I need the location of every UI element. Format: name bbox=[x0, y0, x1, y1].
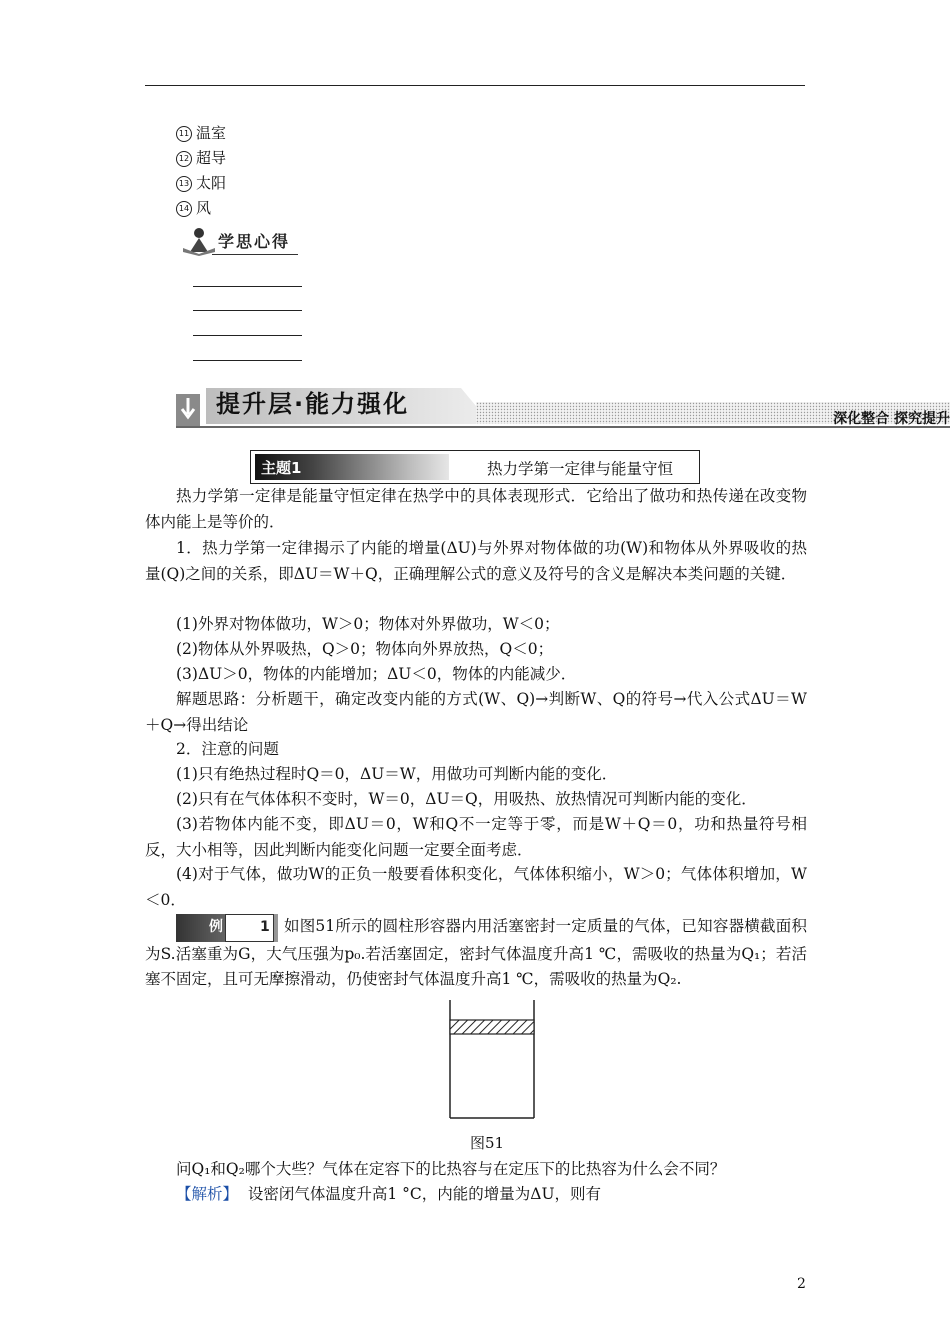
blank-line bbox=[193, 360, 302, 361]
example-1: 例 1 如图51所示的圆柱形容器内用活塞密封一定质量的气体，已知容器横截面积为S.活塞重为G，大气压强为p₀.若活塞固定，密封气体温度升高1 ℃，需吸收的热量为Q₁；若活塞不固定，且可无摩擦滑动，仍使密封气体温度升高1 ℃，需吸收的热量为Q₂. bbox=[145, 914, 807, 993]
paragraph-1a: (1)外界对物体做功，W＞0；物体对外界做功，W＜0； bbox=[176, 615, 560, 633]
paragraph-intro: 热力学第一定律是能量守恒定律在热学中的具体表现形式．它给出了做功和热传递在改变物体内能上是等价的． bbox=[145, 487, 807, 531]
example-question: 问Q₁和Q₂哪个大些？气体在定容下的比热容与在定压下的比热容为什么会不同？ bbox=[176, 1160, 726, 1178]
analysis-label: 【解析】 bbox=[176, 1185, 239, 1203]
circled-number: 13 bbox=[176, 176, 192, 192]
paragraph-1: 1．热力学第一定律揭示了内能的增量(ΔU)与外界对物体做的功(W)和物体从外界吸收的热量(Q)之间的关系，即ΔU＝W＋Q，正确理解公式的意义及符号的含义是解决本类问题的关键． bbox=[145, 539, 807, 583]
banner-subtitle: 深化整合 探究提升 bbox=[833, 411, 950, 427]
example-tag: 例 1 bbox=[176, 914, 278, 942]
paragraph-1d: 解题思路：分析题干，确定改变内能的方式(W、Q)→判断W、Q的符号→代入公式ΔU＝W＋Q→得出结论 bbox=[145, 690, 807, 734]
list-item: 14 风 bbox=[176, 197, 211, 218]
page-number: 2 bbox=[797, 1276, 806, 1292]
list-item: 11 温室 bbox=[176, 122, 226, 143]
section-banner bbox=[176, 384, 950, 430]
topic-box bbox=[250, 450, 700, 484]
blank-line bbox=[193, 310, 302, 311]
paragraph-2: 2．注意的问题 bbox=[176, 740, 279, 758]
reader-icon bbox=[182, 226, 216, 256]
paragraph-2d: (4)对于气体，做功W的正负一般要看体积变化，气体体积缩小，W＞0；气体体积增加，W＜0． bbox=[145, 865, 807, 909]
topic-label: 主题1 bbox=[255, 454, 449, 480]
circled-number: 11 bbox=[176, 126, 192, 142]
paragraph-2b: (2)只有在气体体积不变时，W＝0，ΔU＝Q，用吸热、放热情况可判断内能的变化． bbox=[176, 790, 757, 808]
cylinder-figure bbox=[440, 996, 540, 1122]
blank-line bbox=[193, 286, 302, 287]
header-rule bbox=[145, 85, 805, 86]
paragraph-2c: (3)若物体内能不变，即ΔU＝0，W和Q不一定等于零，而是W＋Q＝0，功和热量符号相反，大小相等，因此判断内能变化问题一定要全面考虑． bbox=[145, 815, 807, 859]
paragraph-2a: (1)只有绝热过程时Q＝0，ΔU＝W，用做功可判断内能的变化． bbox=[176, 765, 618, 783]
paragraph-1b: (2)物体从外界吸热，Q＞0；物体向外界放热，Q＜0； bbox=[176, 640, 554, 658]
blank-line bbox=[193, 335, 302, 336]
banner-title: 提升层·能力强化 bbox=[216, 390, 410, 418]
list-item: 12 超导 bbox=[176, 147, 226, 168]
section-heading: 学思心得 bbox=[182, 226, 300, 256]
analysis: 【解析】 设密闭气体温度升高1 °C，内能的增量为ΔU，则有 bbox=[176, 1185, 602, 1203]
paragraph-1c: (3)ΔU＞0，物体的内能增加；ΔU＜0，物体的内能减少． bbox=[176, 665, 577, 683]
circled-number: 12 bbox=[176, 151, 192, 167]
topic-title: 热力学第一定律与能量守恒 bbox=[487, 460, 674, 478]
figure-caption: 图51 bbox=[470, 1134, 505, 1152]
circled-number: 14 bbox=[176, 201, 192, 217]
list-item: 13 太阳 bbox=[176, 172, 226, 193]
